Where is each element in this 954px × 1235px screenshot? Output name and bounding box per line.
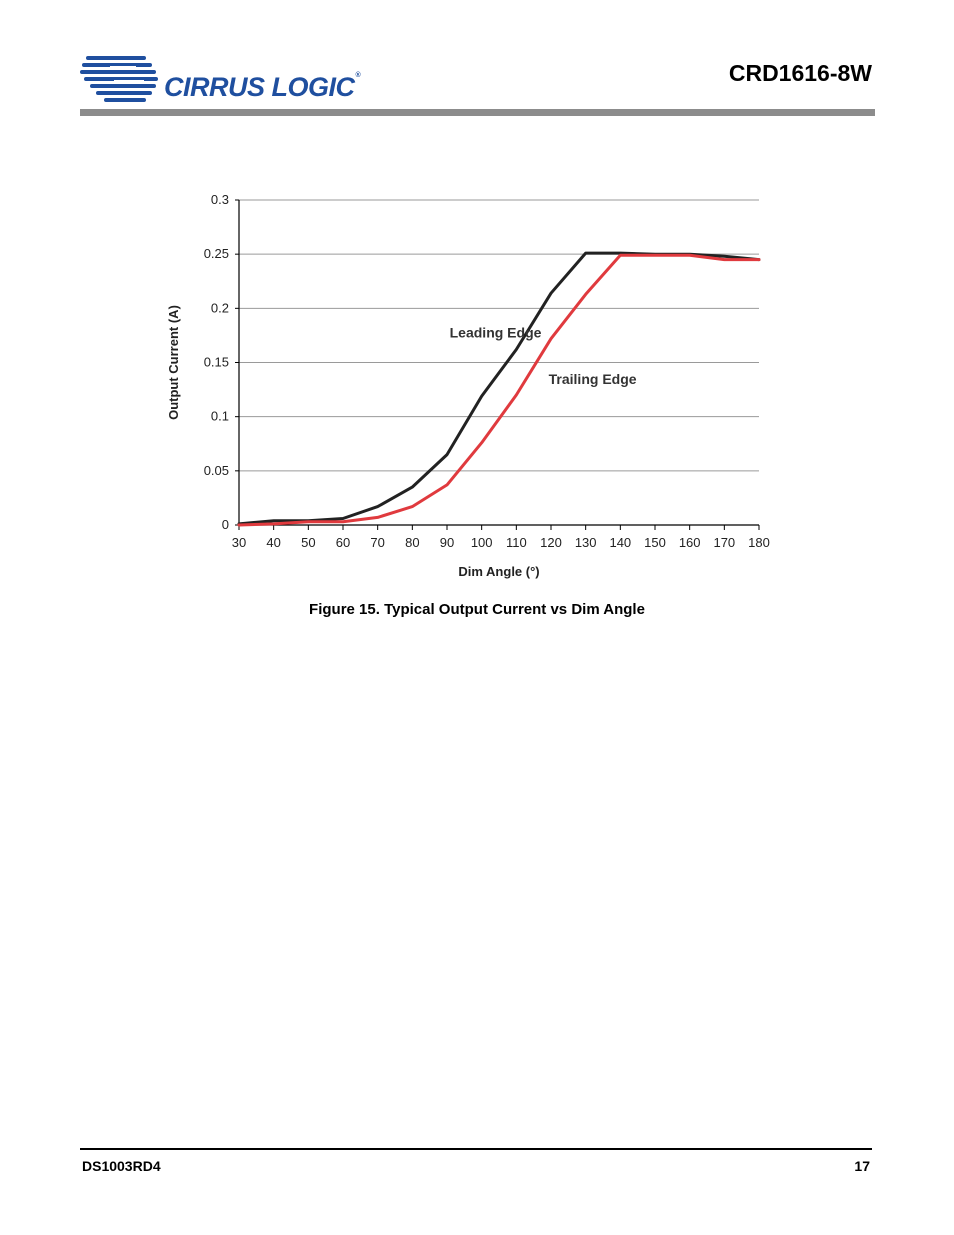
x-tick-label: 100 — [470, 535, 493, 550]
footer-divider — [80, 1148, 872, 1150]
y-tick-label: 0.3 — [210, 192, 229, 207]
chart-svg — [150, 180, 790, 590]
x-tick-label: 110 — [505, 535, 527, 550]
x-tick-label: 40 — [266, 535, 281, 550]
y-tick-label: 0.25 — [203, 246, 229, 262]
y-tick-label: 0.15 — [203, 354, 229, 370]
series-annotations — [450, 325, 637, 388]
x-tick-label: 80 — [405, 535, 420, 550]
x-tick-label: 30 — [231, 535, 247, 550]
page-number: 17 — [854, 1158, 870, 1174]
x-tick-label: 170 — [713, 535, 736, 550]
x-tick-label: 160 — [678, 535, 701, 550]
chart-series — [239, 253, 759, 525]
output-current-chart — [150, 180, 790, 590]
x-tick-labels — [232, 535, 770, 550]
series-line-leading-edge — [239, 253, 759, 524]
logo-wordmark: CIRRUS LOGIC® — [164, 72, 361, 102]
series-line-trailing-edge — [239, 255, 759, 525]
x-tick-label: 130 — [574, 535, 597, 550]
cirrus-logic-logo — [80, 50, 370, 110]
document-title: CRD1616-8W — [728, 60, 872, 86]
series-annotation: Trailing Edge — [548, 371, 637, 388]
x-tick-label: 70 — [370, 535, 385, 550]
figure-caption: Figure 15. Typical Output Current vs Dim Angle — [309, 601, 645, 618]
x-tick-label: 60 — [335, 535, 351, 550]
x-tick-label: 140 — [609, 535, 632, 550]
x-tick-label: 180 — [748, 535, 770, 550]
chart-axes — [235, 200, 759, 530]
y-tick-label: 0.2 — [210, 300, 229, 316]
logo-swirl-icon — [80, 50, 164, 108]
y-tick-label: 0.1 — [210, 408, 229, 424]
y-tick-label: 0 — [221, 517, 229, 532]
x-axis-title: Dim Angle (°) — [458, 564, 540, 579]
header-divider — [80, 109, 875, 116]
y-tick-label: 0.05 — [203, 462, 229, 478]
document-id: DS1003RD4 — [82, 1158, 161, 1174]
x-tick-label: 90 — [439, 535, 455, 550]
x-tick-label: 120 — [540, 535, 562, 550]
series-annotation: Leading Edge — [449, 324, 542, 341]
x-tick-label: 150 — [644, 535, 666, 550]
y-axis-title: Output Current (A) — [166, 305, 181, 420]
x-tick-label: 50 — [301, 535, 316, 550]
y-tick-labels — [204, 192, 229, 532]
